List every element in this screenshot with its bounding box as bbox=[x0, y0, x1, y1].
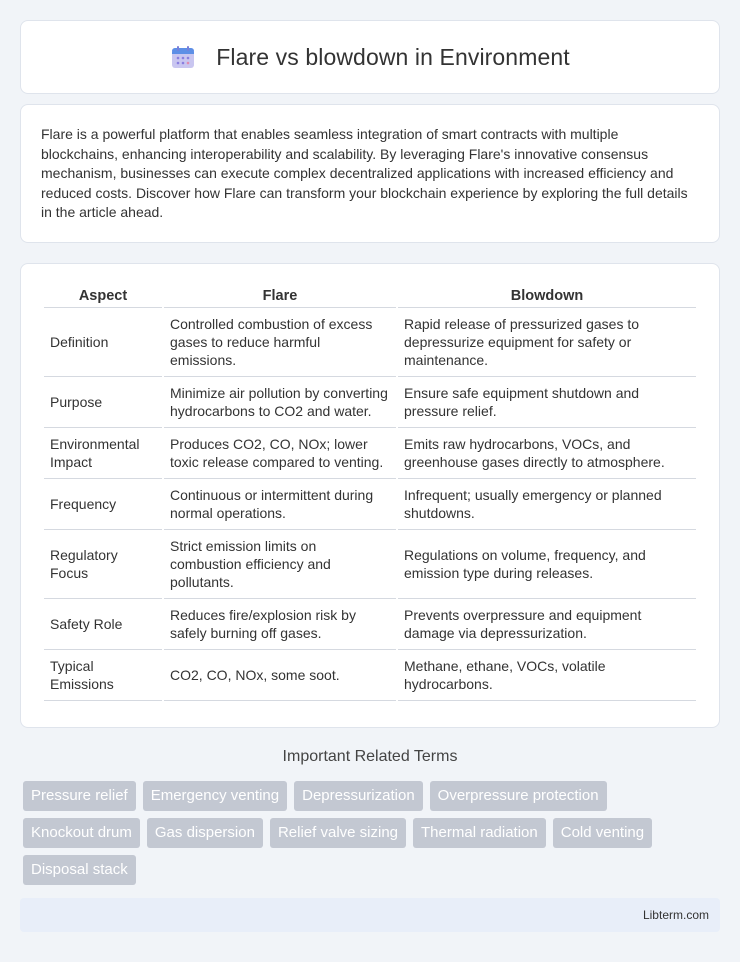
cell-flare: Reduces fire/explosion risk by safely burning off gases. bbox=[164, 599, 396, 650]
cell-aspect: Purpose bbox=[44, 377, 162, 428]
cell-blowdown: Emits raw hydrocarbons, VOCs, and greenhouse gases directly to atmosphere. bbox=[398, 428, 696, 479]
cell-flare: Continuous or intermittent during normal operations. bbox=[164, 479, 396, 530]
related-term-tag[interactable]: Gas dispersion bbox=[147, 818, 263, 848]
comparison-table-card bbox=[20, 263, 720, 728]
header-blowdown: Blowdown bbox=[398, 286, 696, 308]
related-term-tag[interactable]: Emergency venting bbox=[143, 781, 287, 811]
table-row bbox=[44, 308, 696, 377]
cell-blowdown: Regulations on volume, frequency, and emission type during releases. bbox=[398, 530, 696, 599]
intro-card bbox=[20, 104, 720, 243]
cell-flare: Strict emission limits on combustion efficiency and pollutants. bbox=[164, 530, 396, 599]
intro-text: Flare is a powerful platform that enables seamless integration of smart contracts with multiple blockchains, enhancing interoperability and scalability. By leveraging Flare's innovative consensus mechanism, businesses can execute complex decentralized applications with increased efficiency and reduced costs. Discover how Flare can transform your blockchain experience by exploring the full details in the article ahead. bbox=[41, 126, 688, 221]
cell-flare: Controlled combustion of excess gases to reduce harmful emissions. bbox=[164, 308, 396, 377]
calendar-icon bbox=[170, 44, 196, 70]
cell-flare: Minimize air pollution by converting hydrocarbons to CO2 and water. bbox=[164, 377, 396, 428]
footer-brand-link[interactable]: Libterm.com bbox=[642, 908, 709, 922]
page-title: Flare vs blowdown in Environment bbox=[216, 43, 570, 70]
cell-flare: CO2, CO, NOx, some soot. bbox=[164, 650, 396, 701]
cell-aspect: Safety Role bbox=[44, 599, 162, 650]
table-row bbox=[44, 377, 696, 428]
cell-blowdown: Infrequent; usually emergency or planned shutdowns. bbox=[398, 479, 696, 530]
cell-blowdown: Methane, ethane, VOCs, volatile hydrocarbons. bbox=[398, 650, 696, 701]
cell-blowdown: Prevents overpressure and equipment damage via depressurization. bbox=[398, 599, 696, 650]
cell-aspect: Definition bbox=[44, 308, 162, 377]
related-term-tag[interactable]: Disposal stack bbox=[23, 855, 136, 885]
table-row bbox=[44, 530, 696, 599]
table-row bbox=[44, 650, 696, 701]
footer bbox=[20, 898, 720, 932]
related-term-tag[interactable]: Thermal radiation bbox=[413, 818, 546, 848]
related-term-tag[interactable]: Knockout drum bbox=[23, 818, 140, 848]
related-term-tag[interactable]: Relief valve sizing bbox=[270, 818, 406, 848]
cell-blowdown: Ensure safe equipment shutdown and pressure relief. bbox=[398, 377, 696, 428]
cell-aspect: Environmental Impact bbox=[44, 428, 162, 479]
header-flare: Flare bbox=[164, 286, 396, 308]
cell-aspect: Typical Emissions bbox=[44, 650, 162, 701]
comparison-table bbox=[42, 286, 698, 701]
cell-aspect: Frequency bbox=[44, 479, 162, 530]
related-term-tag[interactable]: Overpressure protection bbox=[430, 781, 607, 811]
related-term-tag[interactable]: Cold venting bbox=[553, 818, 652, 848]
header-aspect: Aspect bbox=[44, 286, 162, 308]
cell-flare: Produces CO2, CO, NOx; lower toxic release compared to venting. bbox=[164, 428, 396, 479]
cell-blowdown: Rapid release of pressurized gases to depressurize equipment for safety or maintenance. bbox=[398, 308, 696, 377]
table-row bbox=[44, 479, 696, 530]
related-terms-list bbox=[23, 781, 703, 892]
table-row bbox=[44, 599, 696, 650]
table-row bbox=[44, 428, 696, 479]
related-term-tag[interactable]: Pressure relief bbox=[23, 781, 136, 811]
related-terms-title: Important Related Terms bbox=[282, 748, 458, 765]
table-header-row bbox=[44, 286, 696, 308]
header-card bbox=[20, 20, 720, 94]
related-term-tag[interactable]: Depressurization bbox=[294, 781, 423, 811]
cell-aspect: Regulatory Focus bbox=[44, 530, 162, 599]
